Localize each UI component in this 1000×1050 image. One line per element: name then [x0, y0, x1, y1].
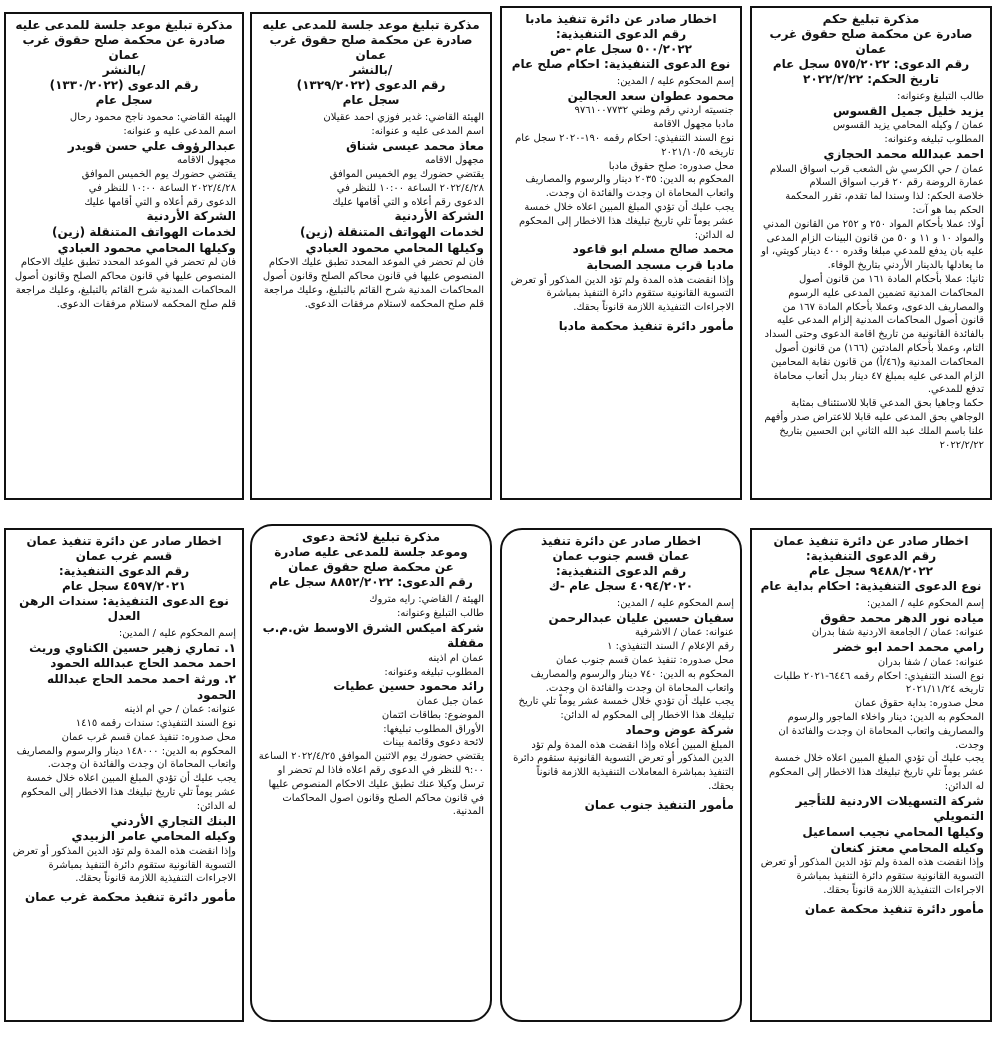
notice-text: نوع السند التنفيذي: احكام رقمه ٦٤٤٦-٢٠٢١ طلبات تاريخه ٢٠٢١/١١/٢٤ [773, 670, 984, 696]
notice-signature: مأمور دائرة تنفيذ محكمة مادبا [558, 318, 734, 333]
notice-highlight: مياده نور الدهر محمد حقوق [820, 610, 984, 625]
notice-text: المطلوب تبليغه وعنوانه: [384, 666, 484, 678]
notice-title [12, 18, 236, 108]
notice-highlight: مادبا قرب مسجد الصحابة [586, 257, 734, 272]
notice-highlight: رامي محمد احمد ابو خضر [833, 640, 984, 655]
notice-text: يقتضي حضورك يوم الخميس الموافق [329, 168, 484, 180]
notice-title-line: صادرة عن محكمة صلح حقوق غرب عمان [769, 27, 973, 56]
notice-highlight: شركة اميكس الشرق الاوسط ش.م.ب [262, 620, 484, 635]
notice-text: مجهول الاقامه [176, 155, 236, 167]
notice-text: اسم المدعى عليه و عنوانه: [123, 125, 236, 137]
notice-execution-madaba [500, 6, 742, 500]
notice-signature: مأمور التنفيذ جنوب عمان [584, 797, 734, 812]
notice-title-line: اخطار صادر عن دائرة تنفيذ عمان [26, 534, 222, 548]
notice-text: مادبا مجهول الاقامة [653, 119, 734, 131]
notice-text: عنوانه: عمان / حي ام اذينه [124, 704, 236, 716]
notice-text: محل صدوره: تنفيذ عمان قسم جنوب عمان [555, 654, 734, 666]
notice-text: الحكم بما هو آت: [912, 204, 984, 216]
notice-title-line: صادرة عن محكمة صلح حقوق غرب عمان [22, 33, 226, 62]
notice-execution-amman-9488 [750, 528, 992, 1022]
notice-title-line: رقم الدعوى التنفيذية: [555, 27, 687, 41]
notice-judgment-west-amman [750, 6, 992, 500]
notice-text: نوع السند التنفيذي: سندات رقمه ١٤١٥ [75, 717, 236, 729]
notice-highlight: وكيلها المحامي محمود العبادي [305, 240, 484, 255]
notice-text: الدعوى رقم أعلاه و التي أقامها عليك [84, 196, 236, 208]
notice-execution-south-amman [500, 528, 742, 1022]
notice-text: إسم المحكوم عليه / المدين: [616, 76, 734, 87]
notice-title-line: عمان قسم جنوب عمان [552, 549, 690, 563]
notice-text: وإذا انقضت هذه المدة ولم تؤد الدين المذكور أو تعرض التسوية القانونية ستقوم دائرة التنفيذ بمباشرة الاجراءات التنفيذية اللازمة قانوناً بحقك. [510, 274, 734, 314]
notice-title-line: ٩٤٨٨/٢٠٢٢ سجل عام [809, 564, 933, 578]
notice-title-line: نوع الدعوى التنفيذية: احكام بداية عام [760, 579, 982, 593]
notice-title-line: /بالنشر [349, 63, 393, 77]
notice-highlight: محمد صالح مسلم ابو قاعود [572, 242, 734, 257]
notice-text: وإذا انقضت هذه المدة ولم تؤد الدين المذكور أو تعرض التسوية القانونية ستقوم دائرة التنفيذ بمباشرة الاجراءات التنفيذية اللازمة قانوناً بحقك. [760, 857, 984, 896]
notice-text: وإذا انقضت هذه المدة ولم تؤد الدين المذكور أو تعرض التسوية القانونية ستقوم دائرة التنفيذ بمباشرة الاجراءات التنفيذية اللازمة قانوناً بحقك. [12, 845, 236, 885]
notice-text: عمان / حي الكرسي ش الشعب قرب اسواق السلام [769, 163, 984, 175]
notice-title-line: اخطار صادر عن دائرة تنفيذ عمان [773, 534, 969, 548]
notice-highlight: معاذ محمد عيسى شناق [346, 138, 484, 153]
notice-title-line: اخطار صادر عن دائرة تنفيذ [541, 534, 701, 548]
notice-text: إسم المحكوم عليه / المدين: [866, 598, 984, 609]
notice-highlight: مقفلة [447, 636, 484, 651]
notice-text: يقتضي حضورك يوم الاثنين الموافق ٢٠٢٢/٤/٢٥ الساعة ٩:٠٠ للنظر في الدعوى رقم اعلاه فاذا لم تحضر او ترسل وكيلا عنك تطبق عليك الاحكام المنصوص عليها في قانون محاكم الصلح وقانون اصول المحاكمات المدنية. [258, 751, 484, 818]
notice-title-line: ٤٥٩٧/٢٠٢١ سجل عام [62, 579, 186, 593]
notice-text: أولا: عملا بأحكام المواد ٢٥٠ و ٢٥٢ من القانون المدني والمواد ١٠ و ١١ و ٥٠ من قانون البينات الزام المدعى عليه بان يدفع للمدعي مبلغا وقدره ٤٠٠ دينار كويتي، او ما يعادلها بالدينار الأردني بتاريخ الوفاء. [761, 218, 984, 272]
notice-highlight: ٢. ورثة احمد محمد الحاج عبدالله الحمود [47, 671, 236, 702]
notice-signature: مأمور دائرة تنفيذ محكمة غرب عمان [25, 890, 236, 905]
notice-text: يجب عليك أن تؤدي خلال خمسة عشر يوماً تلي تاريخ تبليغك هذا الاخطار إلى المحكوم له الدائن: [518, 696, 734, 722]
notice-text: فان لم تحضر في الموعد المحدد تطبق عليك الاحكام المنصوص عليها في قانون محاكم الصلح وقانون أصول المحاكمات المدنية شرح القائم بالتبليغ، وعليك مراجعة قلم صلح المحكمه لاستلام مرفقات الدعوى. [262, 257, 484, 310]
notice-text: يجب عليك أن تؤدي المبلغ المبين اعلاه خلال خمسة عشر يوماً تلي تاريخ تبليغك هذا الاخطار إلى المحكوم له الدائن: [20, 773, 236, 812]
notice-title-line: رقم الدعوى (١٣٢٩/٢٠٢٢) [296, 78, 446, 92]
notice-highlight: وكيلها المحامي نجيب اسماعيل [802, 824, 984, 839]
notice-title-line: رقم الدعوى: ٥٧٥/٢٠٢٢ سجل عام [772, 57, 970, 71]
notice-highlight: الشركة الأردنية [146, 209, 236, 224]
notice-title-line: تاريخ الحكم: ٢٠٢٢/٢/٢٢ [803, 72, 939, 86]
notice-text: عمارة الروضة رقم ٢٠ قرب اسواق السلام [809, 177, 984, 189]
notice-title-line: مذكرة تبليغ لائحة دعوى [301, 530, 441, 544]
notice-text: يجب عليك أن تؤدي المبلغ المبين اعلاه خلال خمسة عشر يوماً تلي تاريخ تبليغك هذا الاخطار إلى المحكوم له الدائن: [768, 753, 984, 792]
notice-title-line: ٥٠٠/٢٠٢٢ سجل عام -ص [550, 42, 692, 56]
notice-title-line: رقم الدعوى: ٨٨٥٢/٢٠٢٢ سجل عام [269, 575, 473, 589]
notice-text: مجهول الاقامه [424, 155, 484, 167]
notice-hearing-1330 [4, 12, 244, 500]
notice-text: إسم المحكوم عليه / المدين: [118, 628, 236, 639]
notice-title [258, 530, 484, 590]
notice-title-line: قسم غرب عمان [75, 549, 173, 563]
notice-text: خلاصة الحكم: لذا وسندا لما تقدم، تقرر المحكمة [785, 191, 984, 203]
notice-text: عمان / وكيله المحامي يزيد القسوس [833, 120, 984, 132]
notice-title-line: ٤٠٩٤/٢٠٢٠ سجل عام -ك [548, 579, 694, 593]
notice-title [508, 534, 734, 594]
notice-text: طالب التبليغ وعنوانه: [396, 607, 484, 619]
notice-execution-west-amman-4597 [4, 528, 244, 1022]
notice-claim-amman-8852 [250, 524, 492, 1022]
notice-highlight: يزيد خليل جميل القسوس [833, 103, 984, 118]
notice-highlight: الشركة الأردنية [394, 209, 484, 224]
notice-text: الهيئة / القاضي: رايه متروك [369, 594, 484, 605]
notice-text: عمان جبل عمان [416, 695, 484, 707]
notice-signature: مأمور دائرة تنفيذ محكمة عمان [804, 901, 984, 916]
notice-text: المحكوم به الدين: ١٤٨٠٠٠ دينار والرسوم والمصاريف واتعاب المحاماة ان وجدت والفائدة ان وجدت. [16, 745, 236, 771]
notice-title-line: رقم الدعوى (١٣٣٠/٢٠٢٢) [49, 78, 199, 92]
notice-text: جنسيته اردني رقم وطني ٩٧٦١٠٠٧٧٣٢ [574, 105, 734, 117]
notice-text: إسم المحكوم عليه / المدين: [616, 598, 734, 609]
notice-text: نوع السند التنفيذي: احكام رقمه ١٩٠-٢٠٢٠ سجل عام تاريخه ٢٠٢١/١٠/٥ [515, 132, 734, 158]
notice-title-line: رقم الدعوى التنفيذية: [805, 549, 937, 563]
notice-text: لائحة دعوى وقائمة بينات [382, 737, 484, 749]
notice-title-line: اخطار صادر عن دائرة تنفيذ مادبا [525, 12, 717, 26]
notice-title-line: وموعد جلسة للمدعى عليه صادرة [274, 545, 468, 559]
notice-title-line: سجل عام [342, 93, 400, 107]
notice-text: اسم المدعى عليه و عنوانه: [371, 125, 484, 137]
notice-text: المحكوم به الدين: ٧٤٠ دينار والرسوم والمصاريف واتعاب المحاماة ان وجدت والفائدة ان وجدت. [530, 668, 734, 694]
notice-title-line: /بالنشر [102, 63, 146, 77]
notice-title [258, 18, 484, 108]
notice-highlight: احمد عبدالله محمد الحجازي [823, 146, 984, 161]
notice-highlight: وكيلها المحامي محمود العبادي [57, 240, 236, 255]
notice-text: ثانيا: عملا بأحكام المادة ١٦١ من قانون أصول المحاكمات المدنية تضمين المدعى عليه الرسوم والمصاريف الدعوى، وعملا بأحكام المادة ١٦٧ من قانون أصول المحاكمات المدنية إلزام المدعى عليه بالفائدة القانونية من تاريخ اقامة الدعوى وحتى السداد التام، وعملا بأحكام المادتين (١٦٦) من قانون أصول المحاكمات المدنية و(٤٦/أ) من قانون نقابة المحامين الزام المدعى عليه بمبلغ ٤٧ دينار بدل أتعاب محاماة تدفع للمدعي. [764, 273, 984, 396]
notice-highlight: شركة عوض وحماد [625, 722, 734, 737]
notice-highlight: شركة التسهيلات الاردنية للتأجير التمويلي [795, 793, 984, 824]
notice-text: المطلوب تبليغه وعنوانه: [884, 134, 984, 146]
notice-text: حكما وجاهيا بحق المدعي قابلا للاستئناف بمثابة الوجاهي بحق المدعى عليه قابلا للاعتراض صدر وأفهم علنا باسم الملك عبد الله الثاني ابن الحسين بتاريخ ٢٠٢٢/٢/٢٢ [764, 398, 984, 451]
notice-highlight: لخدمات الهواتف المتنقلة (زين) [51, 224, 236, 239]
notice-text: محل صدوره: صلح حقوق مادبا [608, 160, 734, 172]
notice-text: الموضوع: بطاقات ائتمان [381, 709, 484, 721]
notice-text: المبلغ المبين أعلاه وإذا انقضت هذه المدة ولم تؤد الدين المذكور أو تعرض التسوية القانونية ستقوم دائرة التنفيذ بمباشرة المعاملات التنفيذية اللازمة قانوناً بحقك. [513, 739, 734, 792]
notice-text: ٢٠٢٢/٤/٢٨ الساعة ١٠:٠٠ للنظر في [336, 182, 484, 194]
notice-text: الهيئة القاضي: محمود ناجح محمود رحال [69, 112, 236, 123]
notice-title-line: عن محكمة صلح حقوق عمان [288, 560, 454, 574]
notice-text: ٢٠٢٢/٤/٢٨ الساعة ١٠:٠٠ للنظر في [88, 182, 236, 194]
notice-title-line: صادرة عن محكمة صلح حقوق غرب عمان [269, 33, 473, 62]
notice-highlight: وكيله المحامي معتز كنعان [830, 840, 984, 855]
notice-highlight: وكيله المحامي عامر الزبيدي [71, 829, 236, 844]
notice-title-line: مذكرة تبليغ حكم [822, 12, 920, 26]
notice-text: محل صدوره: تنفيذ عمان قسم غرب عمان [61, 731, 236, 743]
notice-highlight: البنك التجاري الأردني [110, 813, 236, 828]
notice-title-line: نوع الدعوى التنفيذية: احكام صلح عام [511, 57, 731, 71]
notice-text: يجب عليك أن تؤدي المبلغ المبين اعلاه خلال خمسة عشر يوماً تلي تاريخ تبليغك هذا الاخطار إلى المحكوم له الدائن: [518, 201, 734, 241]
notice-title-line: مذكرة تبليغ موعد جلسة للمدعى عليه [15, 18, 233, 32]
notice-text: يقتضي حضورك يوم الخميس الموافق [81, 168, 236, 180]
notice-text: الهيئة القاضي: غدير فوزي احمد عقيلان [323, 112, 484, 123]
notice-text: الأوراق المطلوب تبليغها: [383, 723, 484, 735]
notice-title-line: رقم الدعوى التنفيذية: [555, 564, 687, 578]
notice-text: طالب التبليغ وعنوانه: [896, 91, 984, 102]
notice-text: المحكوم به الدين: دينار واخلاء الماجور والرسوم والمصاريف واتعاب المحاماة ان وجدت والفائدة ان وجدت. [778, 711, 984, 751]
notice-title [758, 534, 984, 594]
notice-highlight: رائد محمود حسين عطيات [333, 679, 484, 694]
notice-highlight: لخدمات الهواتف المتنقلة (زين) [299, 224, 484, 239]
notice-highlight: عبدالرؤوف علي حسن قويدر [67, 138, 236, 153]
notice-title-line: مذكرة تبليغ موعد جلسة للمدعى عليه [262, 18, 480, 32]
notice-hearing-1329 [250, 12, 492, 500]
notice-text: الدعوى رقم أعلاه و التي أقامها عليك [332, 196, 484, 208]
notice-title-line: رقم الدعوى التنفيذية: [58, 564, 190, 578]
notice-title [758, 12, 984, 87]
notice-text: عنوانه: عمان / الجامعة الاردنية شفا بدران [811, 627, 984, 639]
notice-title [508, 12, 734, 72]
notice-highlight: سفيان حسين عليان عبدالرحمن [548, 610, 734, 625]
notice-text: عنوانه: عمان / الاشرفية [634, 627, 734, 639]
notice-text: رقم الإعلام / السند التنفيذي: ١ [607, 641, 734, 653]
notice-text: عنوانه: عمان / شفا بدران [877, 656, 984, 668]
notice-highlight: محمود عطوان سعد العجالين [567, 88, 734, 103]
notice-title-line: سجل عام [95, 93, 153, 107]
notice-text: محل صدوره: بداية حقوق عمان [854, 698, 984, 710]
notice-title-line: نوع الدعوى التنفيذية: سندات الرهن العدل [19, 594, 229, 623]
notice-highlight: ١. تماري زهير حسين الكناوي وريث احمد محمد الحاج عبدالله الحمود [29, 640, 236, 671]
notice-title [12, 534, 236, 624]
notice-text: فان لم تحضر في الموعد المحدد تطبق عليك الاحكام المنصوص عليها في قانون محاكم الصلح وقانون أصول المحاكمات المدنية شرح القائم بالتبليغ، وعليك مراجعة قلم صلح المحكمه لاستلام مرفقات الدعوى. [14, 257, 236, 310]
notice-text: عمان ام اذينه [428, 652, 484, 664]
notice-text: المحكوم به الدين: ٢٠٣٥ دينار والرسوم والمصاريف واتعاب المحاماة ان وجدت والفائدة ان وجدت. [525, 174, 734, 200]
